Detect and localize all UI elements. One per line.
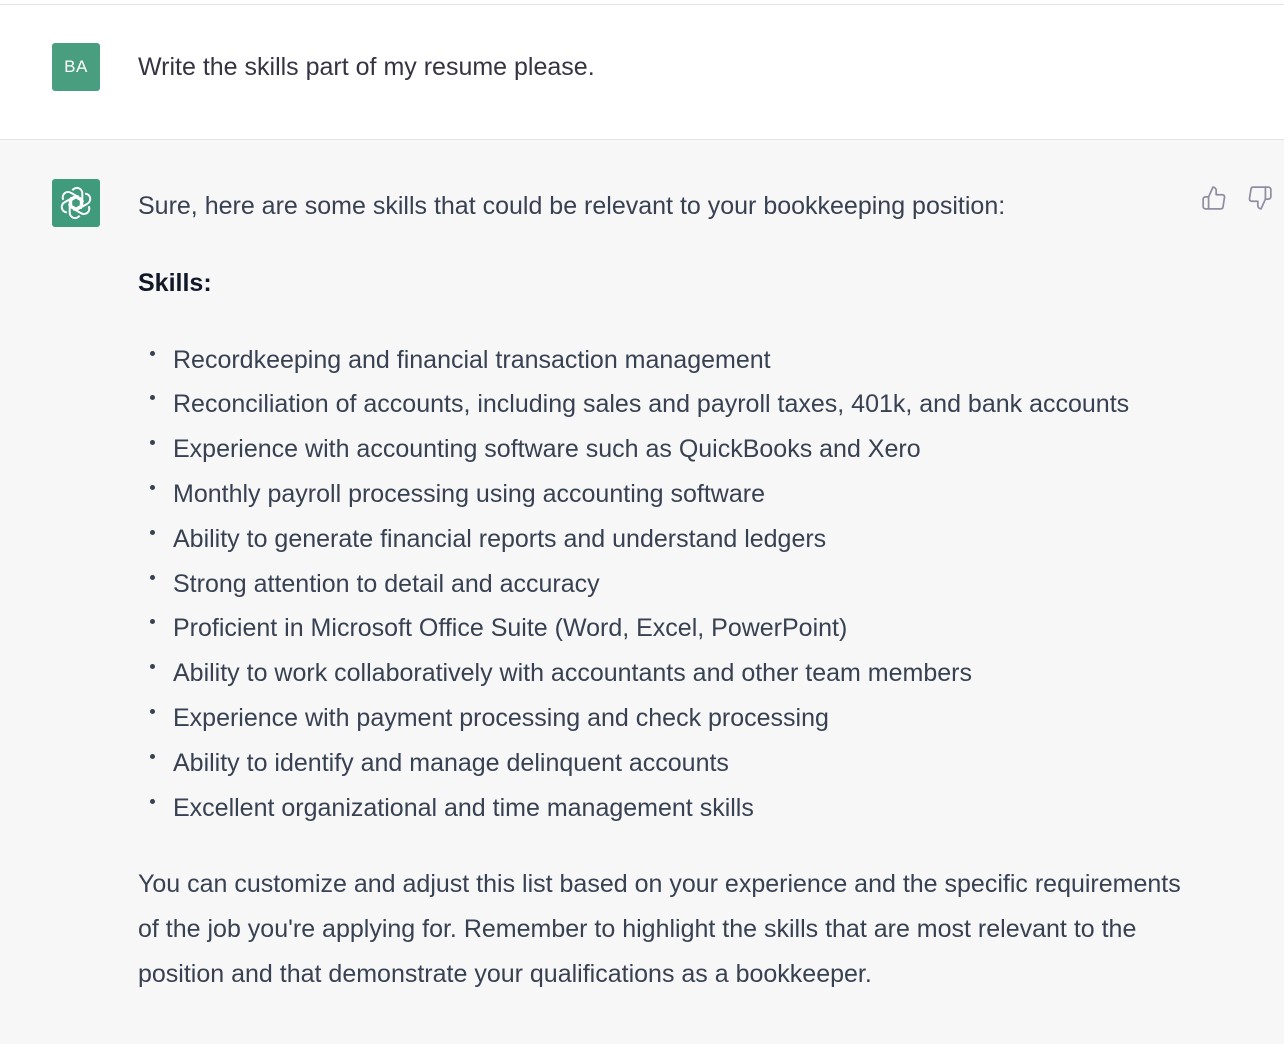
bullet-icon (150, 485, 155, 490)
user-message-text: Write the skills part of my resume please. (138, 53, 595, 81)
skill-item: Reconciliation of accounts, including sales and payroll taxes, 401k, and bank accounts (138, 382, 1188, 427)
skill-item: Monthly payroll processing using accounting software (138, 472, 1188, 517)
skill-item: Ability to work collaboratively with accountants and other team members (138, 651, 1188, 696)
openai-logo-icon (58, 185, 94, 221)
bullet-icon (150, 799, 155, 804)
skill-item: Ability to identify and manage delinquent accounts (138, 741, 1188, 786)
skill-item: Experience with payment processing and check processing (138, 696, 1188, 741)
skills-list (138, 338, 1188, 831)
user-message (0, 5, 1284, 140)
thumbs-up-button[interactable] (1200, 184, 1228, 212)
bullet-icon (150, 754, 155, 759)
bullet-icon (150, 575, 155, 580)
thumbs-down-button[interactable] (1246, 184, 1274, 212)
bullet-icon (150, 395, 155, 400)
thumbs-down-icon (1247, 185, 1273, 211)
feedback-buttons (1200, 184, 1274, 212)
skill-item: Experience with accounting software such as QuickBooks and Xero (138, 427, 1188, 472)
skill-item: Ability to generate financial reports and understand ledgers (138, 517, 1188, 562)
bullet-icon (150, 351, 155, 356)
assistant-message (0, 140, 1284, 1044)
bullet-icon (150, 440, 155, 445)
user-avatar: BA (52, 43, 100, 91)
bullet-icon (150, 664, 155, 669)
thumbs-up-icon (1201, 185, 1227, 211)
assistant-outro: You can customize and adjust this list based on your experience and the specific requirements of the job you're applying for. Remember to highlight the skills that are most relevant to the position and that demonstrate your qualifications as a bookkeeper. (138, 870, 1181, 988)
bullet-icon (150, 619, 155, 624)
assistant-message-content (138, 184, 1188, 997)
skill-item: Excellent organizational and time management skills (138, 786, 1188, 831)
skill-item: Proficient in Microsoft Office Suite (Word, Excel, PowerPoint) (138, 606, 1188, 651)
assistant-avatar (52, 179, 100, 227)
bullet-icon (150, 709, 155, 714)
skills-heading: Skills: (138, 268, 212, 297)
bullet-icon (150, 530, 155, 535)
assistant-intro: Sure, here are some skills that could be relevant to your bookkeeping position: (138, 192, 1006, 220)
skill-item: Strong attention to detail and accuracy (138, 562, 1188, 607)
skill-item: Recordkeeping and financial transaction management (138, 338, 1188, 383)
